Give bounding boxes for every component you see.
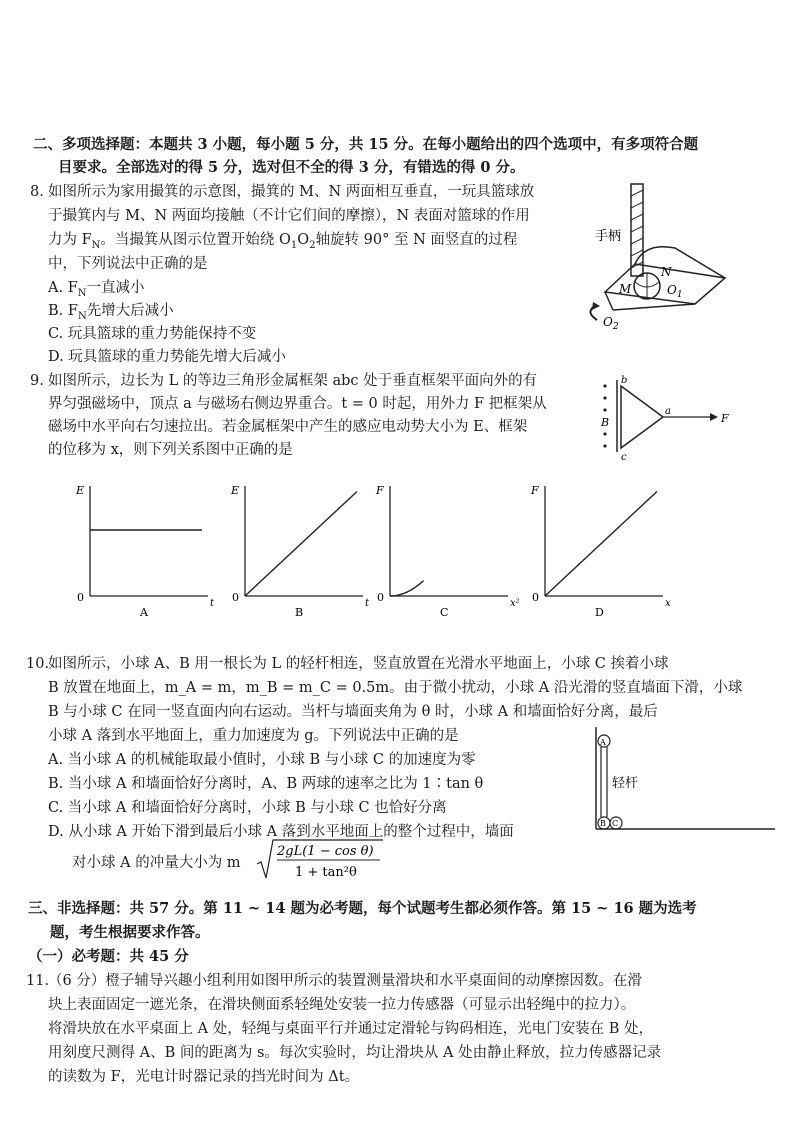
- chart-b-x-label: t: [365, 598, 370, 609]
- chart-a-option-label: A: [140, 606, 148, 619]
- q10-option-d: D. 从小球 A 开始下滑到最后小球 A 落到水平地面上的整个过程中，墙面: [48, 824, 514, 840]
- q8-line4: 中，下列说法中正确的是: [48, 256, 208, 272]
- q11-number: 11.: [26, 973, 50, 989]
- q9-fig-a-label: a: [665, 406, 671, 417]
- q8-option-a: A. $F_N$一直减小: [48, 280, 145, 299]
- chart-c-axes: [390, 486, 508, 596]
- q10-option-b: B. 当小球 A 和墙面恰好分离时，A、B 两球的速率之比为 1∶tan θ: [48, 776, 484, 792]
- q9-number: 9.: [30, 373, 44, 389]
- q8-line1: 如图所示为家用撮箕的示意图，撮箕的 M、N 两面相互垂直，一玩具篮球放: [48, 184, 535, 200]
- q10-impulse-formula: [255, 836, 385, 882]
- chart-a-origin: 0: [77, 591, 84, 604]
- q10-option-d-line2: 对小球 A 的冲量大小为 m: [72, 855, 241, 871]
- chart-c-option-label: C: [440, 606, 449, 619]
- chart-d-option-label: D: [595, 606, 604, 619]
- q8-option-d: D. 玩具篮球的重力势能先增大后减小: [48, 349, 286, 365]
- section3-header-line1: 三、非选择题：共 57 分。第 11 ~ 14 题为必考题，每个试题考生都必须作答。第 15 ~ 16 题为选考: [28, 900, 697, 917]
- q8-line3: 力为 $F_N$。当撮箕从图示位置开始绕 $O_1O_2$轴旋转 90° 至 N 面竖直的过程: [48, 232, 518, 251]
- q8-fig-o1-label: $O_1$: [667, 283, 683, 300]
- q8-option-b: B. $F_N$先增大后减小: [48, 303, 174, 322]
- q10-line1: 如图所示，小球 A、B 用一根长为 L 的轻杆相连，竖直放置在光滑水平地面上，小球 C 挨着小球: [48, 656, 669, 672]
- q10-rod-figure: [590, 725, 780, 835]
- q9-line3: 磁场中水平向右匀速拉出。若金属框架中产生的感应电动势大小为 E、框架: [48, 419, 528, 435]
- q10-line3: B 与小球 C 在同一竖直面内向右运动。当杆与墙面夹角为 θ 时，小球 A 和墙面恰好分离，最后: [48, 704, 658, 720]
- q10-number: 10.: [26, 656, 50, 672]
- q8-fig-n-label: N: [661, 265, 672, 279]
- chart-b-curve: [245, 492, 357, 597]
- section3-subheader: （一）必考题：共 45 分: [28, 948, 189, 965]
- chart-b-origin: 0: [232, 591, 239, 604]
- q10-formula-numerator: 2gL(1 − cos θ): [277, 844, 374, 859]
- q9-line2: 界匀强磁场中，顶点 a 与磁场右侧边界重合。t = 0 时起，用外力 F 把框架从: [48, 396, 547, 412]
- chart-a-y-label: E: [76, 484, 85, 497]
- q8-fig-o2-label: $O_2$: [603, 315, 619, 332]
- q11-line1: （6 分）橙子辅导兴趣小组利用如图甲所示的装置测量滑块和水平桌面间的动摩擦因数。在滑: [48, 973, 642, 989]
- q8-dustpan-figure: [575, 182, 750, 332]
- section2-header-line1: 二、多项选择题：本题共 3 小题，每小题 5 分，共 15 分。在每小题给出的四个选项中，有多项符合题: [33, 136, 699, 153]
- chart-c-y-label: F: [376, 484, 384, 497]
- q9-chart-a: [70, 474, 220, 622]
- q11-line2: 块上表面固定一遮光条，在滑块侧面系轻绳处安装一拉力传感器（可显示出轻绳中的拉力）。: [48, 997, 636, 1013]
- chart-d-x-label: x: [665, 598, 671, 609]
- q8-number: 8.: [30, 184, 44, 200]
- q10-fig-c-label: C: [612, 819, 619, 828]
- q11-line4: 用刻度尺测得 A、B 间的距离为 s。每次实验时，均让滑块从 A 处由静止释放，拉力传感器记录: [48, 1045, 662, 1061]
- q9-fig-b-label: b: [621, 375, 628, 386]
- q10-fig-rod-label: 轻杆: [612, 776, 639, 791]
- chart-d-curve: [545, 492, 657, 597]
- q8-fig-handle-label: 手柄: [595, 229, 622, 244]
- q9-chart-c: [370, 474, 520, 622]
- q9-fig-c-label: c: [621, 452, 627, 463]
- q10-formula-denominator: 1 + tan²θ: [295, 865, 357, 880]
- q9-chart-b: [225, 474, 375, 622]
- chart-d-y-label: F: [531, 484, 539, 497]
- section3-header-line2: 题，考生根据要求作答。: [50, 924, 210, 941]
- chart-c-x-label: x²: [510, 598, 520, 609]
- q9-line1: 如图所示，边长为 L 的等边三角形金属框架 abc 处于垂直框架平面向外的有: [48, 373, 538, 389]
- q10-option-c: C. 当小球 A 和墙面恰好分离时，小球 B 与小球 C 也恰好分离: [48, 800, 447, 816]
- q10-line2: B 放置在地面上，m_A = m，m_B = m_C = 0.5m。由于微小扰动，小球 A 沿光滑的竖直墙面下滑，小球: [48, 680, 743, 696]
- q10-fig-b-label: B: [600, 819, 606, 828]
- q8-option-c: C. 玩具篮球的重力势能保持不变: [48, 326, 257, 342]
- chart-d-origin: 0: [532, 591, 539, 604]
- q9-fig-b-field-label: B: [601, 416, 610, 429]
- q9-fig-f-label: F: [721, 412, 729, 425]
- chart-a-axes: [90, 486, 208, 596]
- chart-b-option-label: B: [295, 606, 304, 619]
- q10-line4: 小球 A 落到水平地面上，重力加速度为 g。下列说法中正确的是: [48, 728, 459, 744]
- chart-b-y-label: E: [231, 484, 240, 497]
- q9-frame-figure: [595, 372, 735, 464]
- q8-line2: 于撮箕内与 M、N 两面均接触（不计它们间的摩擦），N 表面对篮球的作用: [48, 208, 530, 224]
- chart-c-origin: 0: [377, 591, 384, 604]
- q10-fig-a-label: A: [600, 738, 606, 747]
- q11-line5: 的读数为 F，光电计时器记录的挡光时间为 Δt。: [48, 1069, 360, 1085]
- q9-chart-d: [525, 474, 675, 622]
- q9-line4: 的位移为 x，则下列关系图中正确的是: [48, 442, 293, 458]
- q8-fig-m-label: M: [619, 282, 632, 296]
- section2-header-line2: 目要求。全部选对的得 5 分，选对但不全的得 3 分，有错选的得 0 分。: [58, 159, 525, 176]
- q11-line3: 将滑块放在水平桌面上 A 处，轻绳与桌面平行并通过定滑轮与钩码相连，光电门安装在 B 处，: [48, 1021, 654, 1037]
- q10-option-a: A. 当小球 A 的机械能取最小值时，小球 B 与小球 C 的加速度为零: [48, 752, 476, 768]
- chart-a-x-label: t: [210, 598, 215, 609]
- chart-c-curve: [390, 581, 424, 596]
